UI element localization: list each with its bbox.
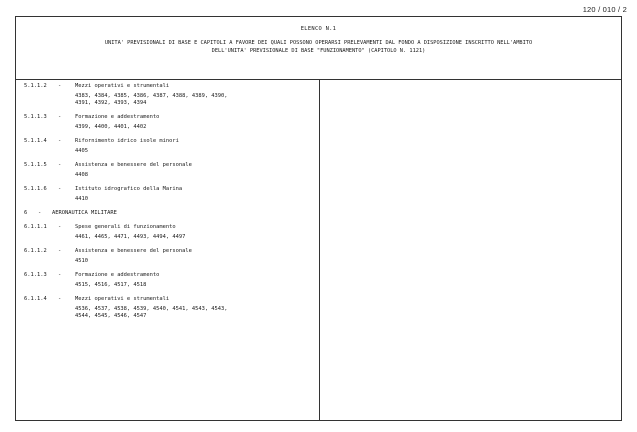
column-divider: [319, 79, 320, 420]
entry-chapters: 4399, 4400, 4401, 4402: [75, 124, 147, 130]
list-item: [24, 248, 314, 265]
entry-code: 5.1.1.4: [24, 138, 47, 144]
entry-label: Formazione e addestramento: [75, 114, 160, 120]
entry-code: 5.1.1.2: [24, 83, 47, 89]
entry-code: 5.1.1.3: [24, 114, 47, 120]
document-header: [16, 17, 621, 80]
entry-chapters: 4410: [75, 196, 88, 202]
entry-chapters: 4461, 4465, 4471, 4493, 4494, 4497: [75, 234, 186, 240]
list-item: [24, 138, 314, 155]
entry-chapters: 4536, 4537, 4538, 4539, 4540, 4541, 4543, 4543, 4544, 4545, 4546, 4547: [75, 306, 228, 319]
list-item: [24, 296, 314, 320]
list-item: [24, 186, 314, 203]
entry-dash: -: [58, 296, 62, 302]
subtitle-line-1: UNITA' PREVISIONALI DI BASE E CAPITOLI A FAVORE DEI QUALI POSSONO OPERARSI PRELEVAMENTI DAL FONDO A DISPOSIZIONE INSCRITTO NELL'AMBITO: [104, 40, 533, 46]
document-title: ELENCO N.1: [300, 26, 337, 32]
entry-code: 6.1.1.4: [24, 296, 47, 302]
page-number: 120 / 010 / 2: [582, 5, 627, 14]
subtitle-line-2: DELL'UNITA' PREVISIONALE DI BASE "FUNZIONAMENTO" (CAPITOLO N. 1121): [211, 47, 426, 54]
entry-chapters: 4408: [75, 172, 88, 178]
section-label: AERONAUTICA MILITARE: [52, 210, 117, 216]
entry-code: 6.1.1.1: [24, 224, 47, 230]
document-subtitle: [16, 40, 621, 55]
entry-chapters: 4383, 4384, 4385, 4386, 4387, 4388, 4389, 4390, 4391, 4392, 4393, 4394: [75, 93, 228, 106]
budget-entries-list: [24, 83, 314, 327]
entry-label: Mezzi operativi e strumentali: [75, 296, 170, 302]
entry-chapters: 4405: [75, 148, 88, 154]
entry-chapters: 4515, 4516, 4517, 4518: [75, 282, 147, 288]
entry-dash: -: [58, 138, 62, 144]
entry-label: Spese generali di funzionamento: [75, 224, 176, 230]
entry-dash: -: [58, 272, 62, 278]
list-item: [24, 83, 314, 107]
section-code: 6: [24, 210, 28, 216]
document-frame: [15, 16, 622, 421]
entry-dash: -: [58, 248, 62, 254]
entry-code: 5.1.1.5: [24, 162, 47, 168]
entry-label: Istituto idrografico della Marina: [75, 186, 183, 192]
entry-dash: -: [58, 114, 62, 120]
entry-label: Rifornimento idrico isole minori: [75, 138, 179, 144]
list-item: [24, 224, 314, 241]
entry-dash: -: [58, 224, 62, 230]
entry-label: Mezzi operativi e strumentali: [75, 83, 170, 89]
entry-dash: -: [58, 162, 62, 168]
list-item: [24, 272, 314, 289]
section-dash: -: [38, 210, 42, 216]
entry-label: Formazione e addestramento: [75, 272, 160, 278]
entry-dash: -: [58, 83, 62, 89]
list-item: [24, 162, 314, 179]
entry-code: 6.1.1.3: [24, 272, 47, 278]
entry-chapters: 4510: [75, 258, 88, 264]
entry-label: Assistenza e benessere del personale: [75, 162, 192, 168]
entry-dash: -: [58, 186, 62, 192]
list-item: [24, 114, 314, 131]
entry-code: 5.1.1.6: [24, 186, 47, 192]
entry-code: 6.1.1.2: [24, 248, 47, 254]
entry-label: Assistenza e benessere del personale: [75, 248, 192, 254]
section-heading: [24, 210, 314, 217]
